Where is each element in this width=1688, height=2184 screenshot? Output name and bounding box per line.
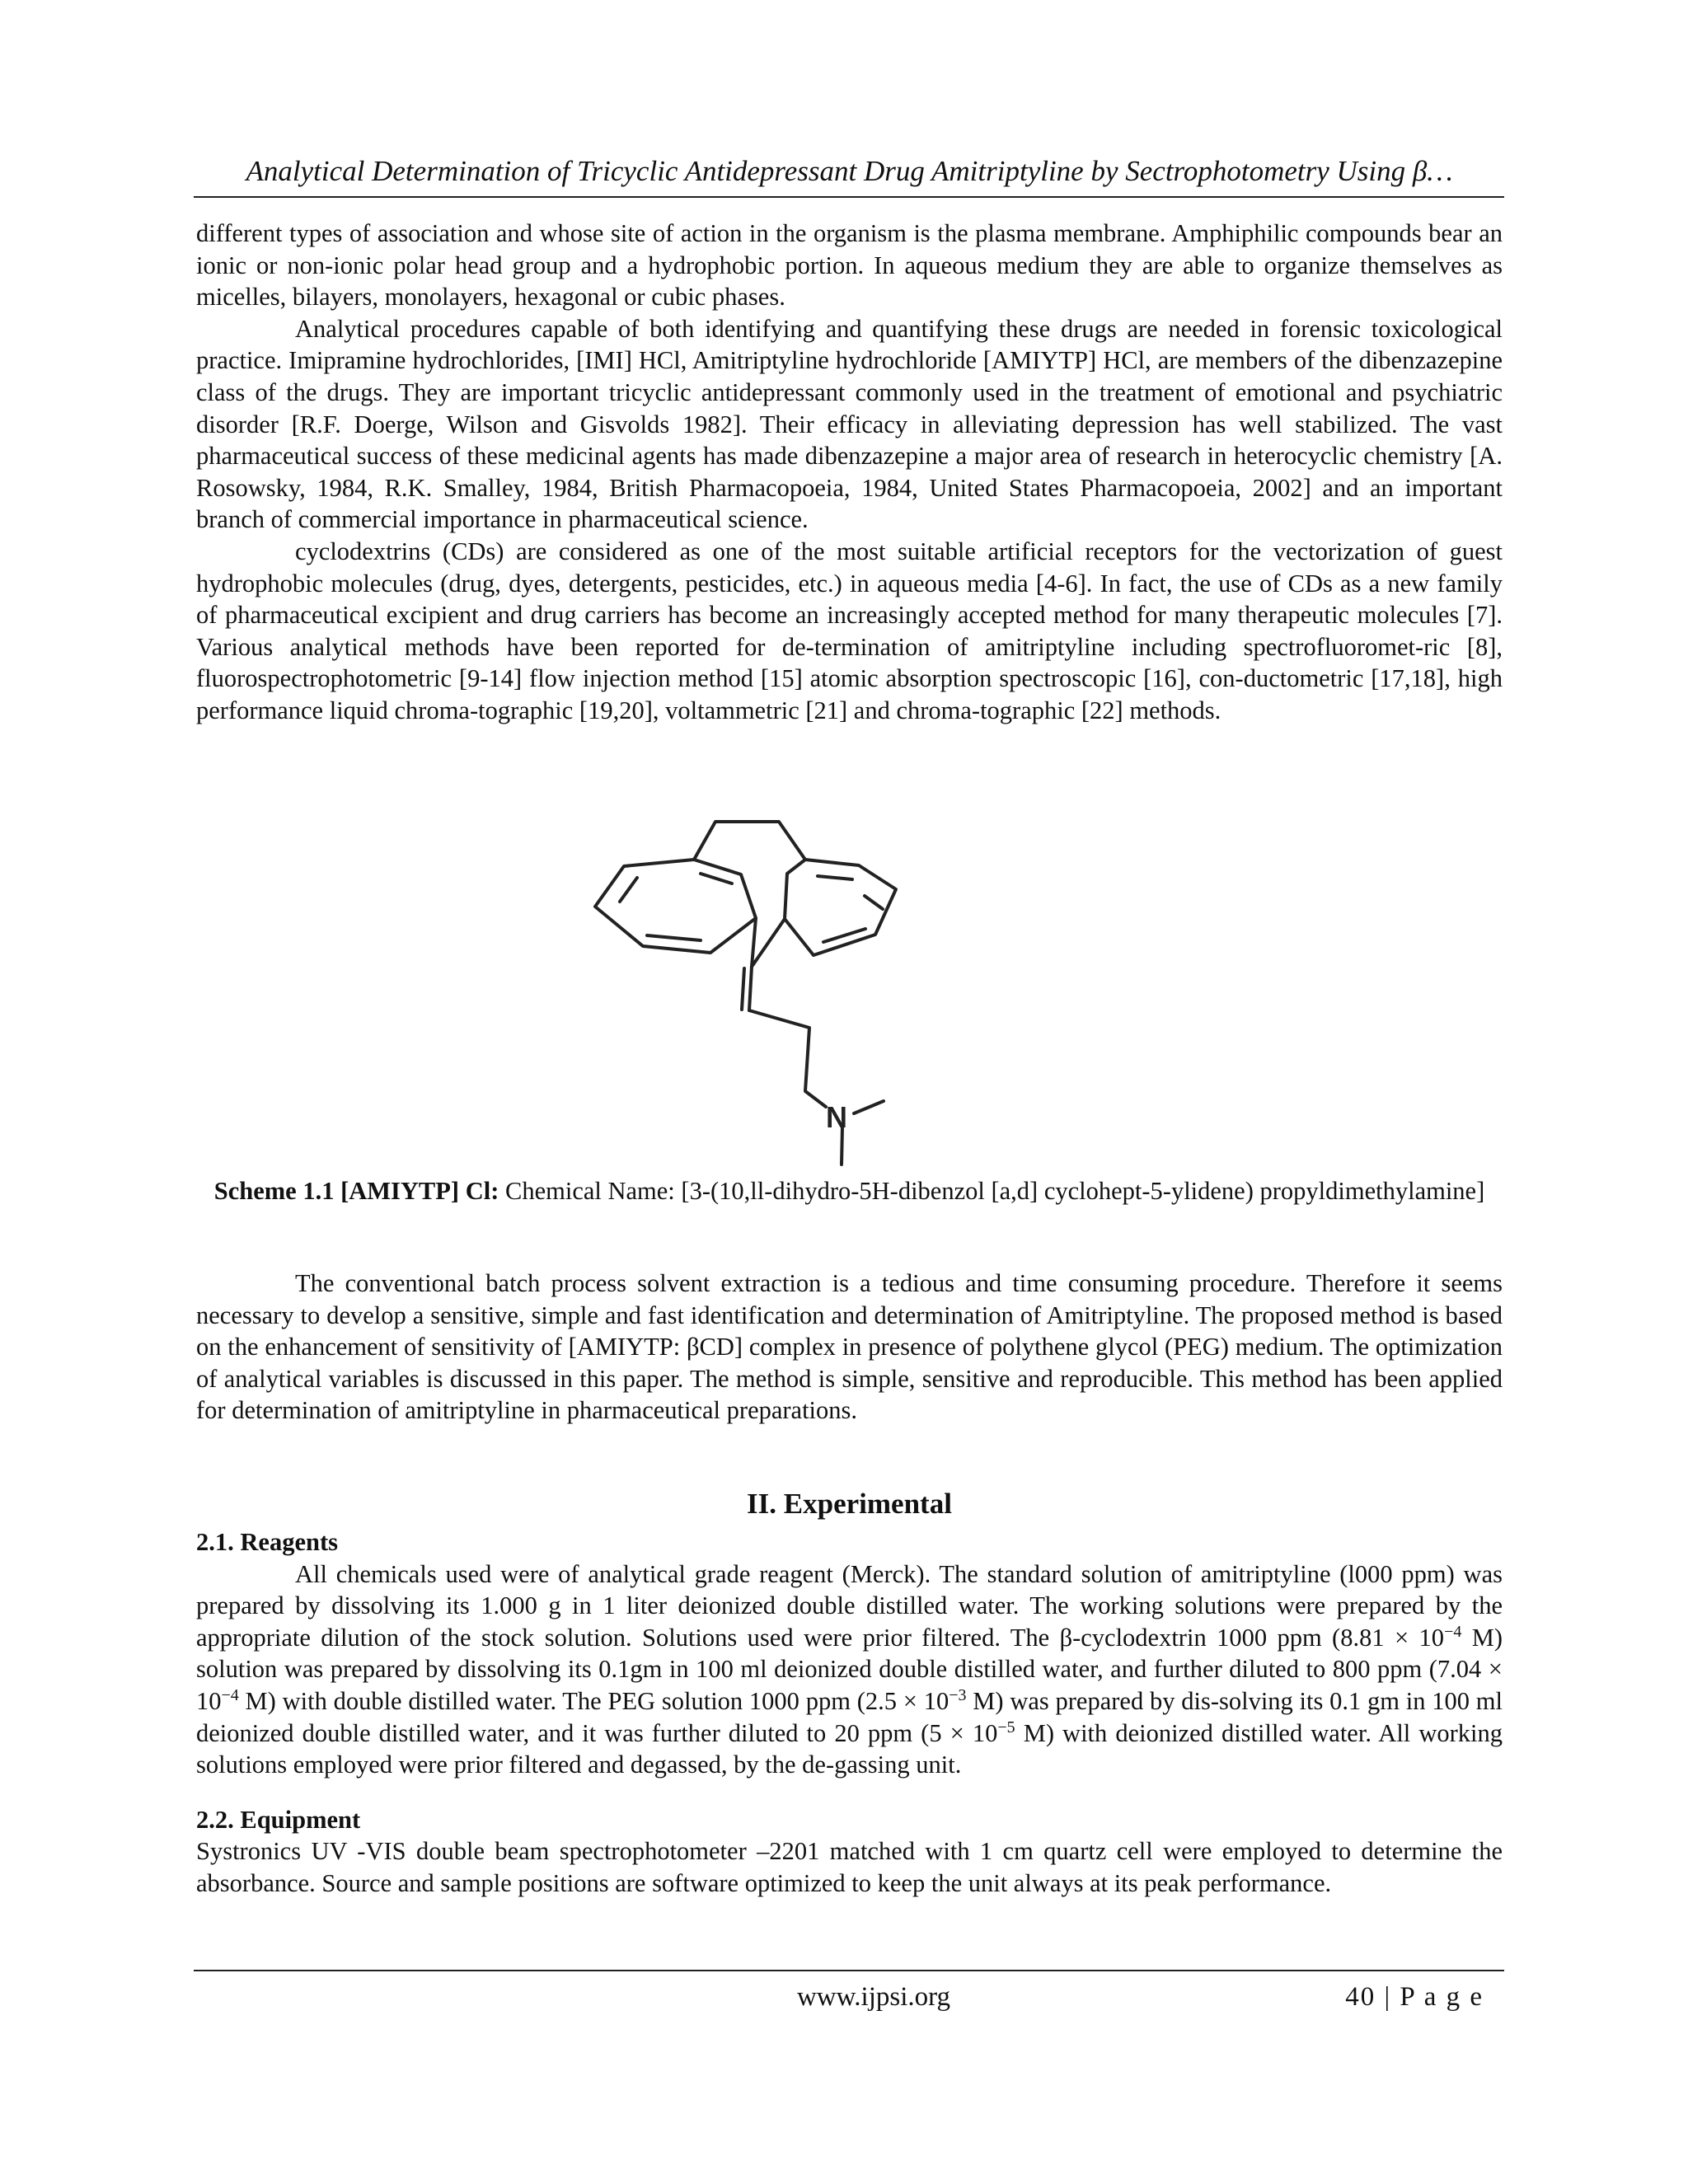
exponent-4: −5	[997, 1718, 1015, 1736]
reagents-text-b: M) solution was prepared by dissolving its 0.1gm in 100 ml deionized double distilled water, and further diluted to 800 ppm (7.04 × 10	[196, 1623, 1503, 1715]
header-rule	[194, 196, 1504, 198]
method-paragraph: The conventional batch process solvent extraction is a tedious and time consuming procedure. Therefore it seems necessary to develop a sensitive, simple and fast identification and determination of Amitriptyline. The proposed method is based on the enhancement of sensitivity of [AMIYTP: βCD] complex in presence of polythene glycol (PEG) medium. The optimization of analytical variables is discussed in this paper. The method is simple, sensitive and reproducible. This method has been applied for determination of amitriptyline in pharmaceutical preparations.	[196, 1269, 1503, 1425]
exponent-3: −3	[949, 1685, 967, 1704]
section-title-experimental: II. Experimental	[747, 1488, 952, 1520]
ylidene-double-bond	[742, 967, 752, 1010]
caption-label: Scheme 1.1 [AMIYTP] Cl:	[213, 1177, 499, 1205]
caption-text: Chemical Name: [3-(10,ll-dihydro-5H-dibenzol [a,d] cyclohept-5-ylidene) propyldimethylamine]	[499, 1177, 1485, 1205]
exponent-2: −4	[221, 1685, 239, 1704]
amitriptyline-structure-figure	[577, 820, 1088, 1174]
running-title: Analytical Determination of Tricyclic Antidepressant Drug Amitriptyline by Sectrophotometry Using β…	[246, 155, 1453, 187]
central-ring-bonds	[752, 918, 785, 967]
intro-paragraph-3: cyclodextrins (CDs) are considered as one of the most suitable artificial receptors for the vectorization of guest hydrophobic molecules (drug, dyes, detergents, pesticides, etc.) in aqueous media [4-6]. In fact, the use of CDs as a new family of pharmaceutical excipient and drug carriers has become an increasingly accepted method for many therapeutic molecules [7]. Various analytical methods have been reported for de-termination of amitriptyline including spectrofluoromet-ric [8], fluorospectrophotometric [9-14] flow injection method [15] atomic absorption spectroscopic [16], con-ductometric [17,18], high performance liquid chroma-tographic [19,20], voltammetric [21] and chroma-tographic [22] methods.	[196, 537, 1503, 724]
reagents-text-d: M) was prepared by dis-solving its 0.1 gm in 100 ml deionized double distilled water, and it was further diluted to 20 ppm (5 × 10	[196, 1686, 1503, 1747]
reagents-text-e: M) with deionized distilled water. All working solutions employed were prior filtered and degassed, by the de-gassing unit.	[196, 1718, 1503, 1779]
exponent-1: −4	[1444, 1622, 1462, 1641]
experimental-section	[196, 1526, 1503, 1900]
nitrogen-atom-label: N	[826, 1100, 847, 1134]
n-methyl-bond-1	[854, 1101, 884, 1113]
propyl-chain	[749, 1010, 826, 1107]
ethylene-bridge	[694, 822, 805, 860]
reagents-paragraph	[196, 1558, 1503, 1781]
intro-paragraph-1: different types of association and whose site of action in the organism is the plasma membrane. Amphiphilic compounds bear an ionic or non-ionic polar head group and a hydrophobic portion. In aqueous medium they are able to organize themselves as micelles, bilayers, monolayers, hexagonal or cubic phases.	[196, 219, 1503, 312]
figure-caption	[196, 1175, 1503, 1207]
method-section	[196, 1268, 1503, 1427]
paragraph-gap	[196, 1781, 1503, 1804]
reagents-text-c: M) with double distilled water. The PEG solution 1000 ppm (2.5 × 10	[238, 1686, 950, 1715]
footer-rule	[194, 1970, 1504, 1971]
reagents-text-a: All chemicals used were of analytical grade reagent (Merck). The standard solution of amitriptyline (l000 ppm) was prepared by dissolving its 1.000 g in 1 liter deionized double distilled water. The working solutions were prepared by the appropriate dilution of the stock solution. Solutions used were prior filtered. The β-cyclodextrin 1000 ppm (8.81 × 10	[196, 1559, 1503, 1652]
page-number: 40 | P a g e	[1345, 1982, 1484, 2012]
footer-url[interactable]: www.ijpsi.org	[796, 1982, 951, 2012]
intro-section	[196, 218, 1503, 727]
equipment-heading: 2.2. Equipment	[196, 1805, 361, 1834]
equipment-paragraph: Systronics UV -VIS double beam spectrophotometer –2201 matched with 1 cm quartz cell were employed to determine the absorbance. Source and sample positions are software optimized to keep the unit always at its peak performance.	[196, 1837, 1503, 1897]
intro-paragraph-2: Analytical procedures capable of both identifying and quantifying these drugs are needed in forensic toxicological practice. Imipramine hydrochlorides, [IMI] HCl, Amitriptyline hydrochloride [AMIYTP] HCl, are members of the dibenzazepine class of the drugs. They are important tricyclic antidepressant commonly used in the treatment of emotional and psychiatric disorder [R.F. Doerge, Wilson and Gisvolds 1982]. Their efficacy in alleviating depression has well stabilized. The vast pharmaceutical success of these medicinal agents has made dibenzazepine a major area of research in heterocyclic chemistry [A. Rosowsky, 1984, R.K. Smalley, 1984, British Pharmacopoeia, 1984, United States Pharmacopoeia, 2002] and an important branch of commercial importance in pharmaceutical science.	[196, 314, 1503, 534]
reagents-heading: 2.1. Reagents	[196, 1528, 338, 1556]
